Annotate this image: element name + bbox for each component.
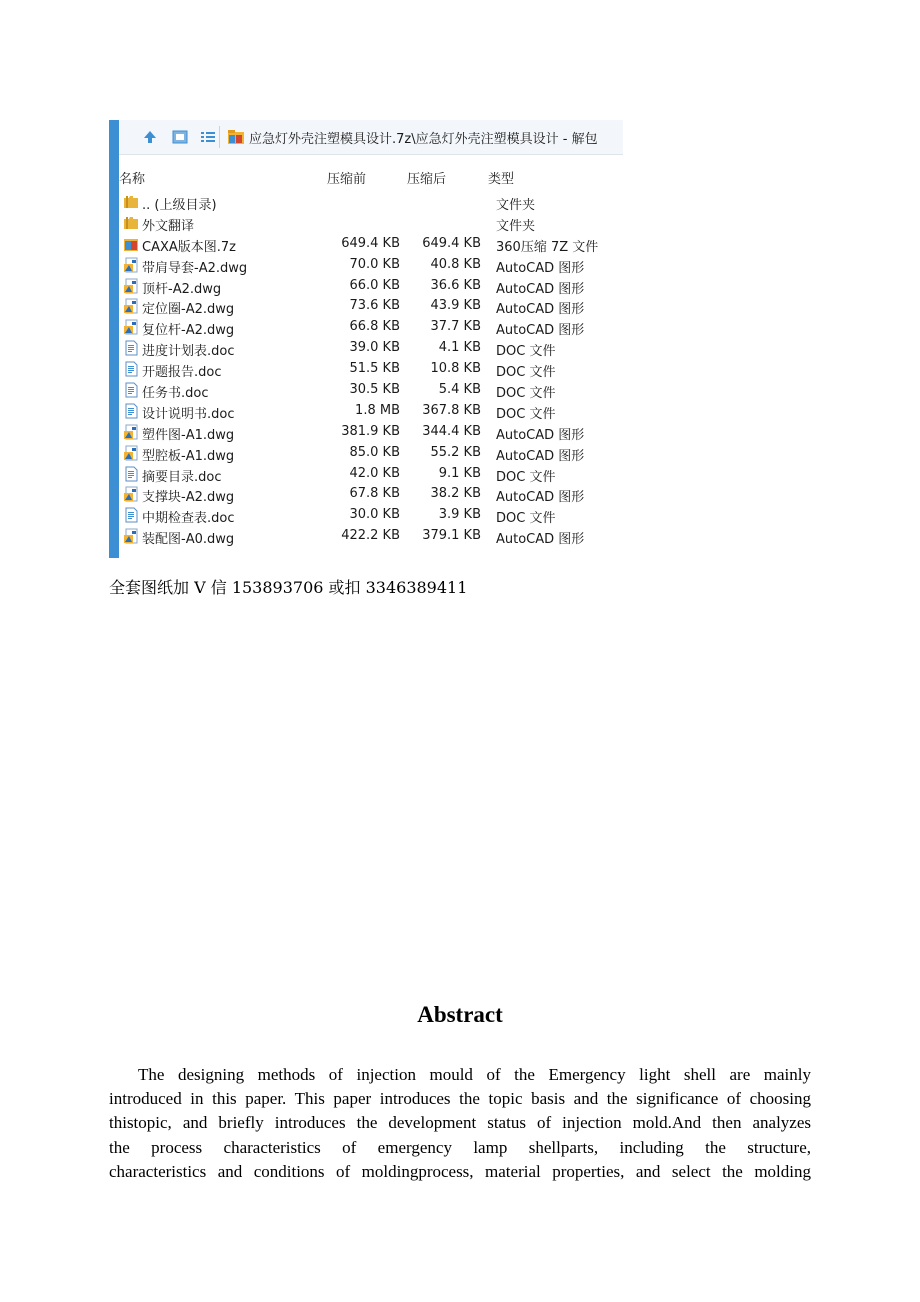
size-after: 38.2 KB: [430, 486, 481, 502]
column-after[interactable]: 压缩后: [407, 172, 447, 187]
file-row[interactable]: [119, 422, 623, 443]
doc-icon: [123, 466, 139, 482]
file-type: DOC 文件: [496, 406, 556, 422]
file-list: [119, 192, 623, 547]
file-row[interactable]: [119, 443, 623, 464]
size-before: 51.5 KB: [349, 361, 400, 377]
file-type: DOC 文件: [496, 386, 556, 402]
column-name[interactable]: 名称: [119, 172, 146, 187]
dwg-icon: [123, 424, 139, 440]
size-before: 381.9 KB: [341, 423, 400, 439]
file-type: AutoCAD 图形: [496, 427, 585, 443]
file-name: CAXA版本图.7z: [142, 239, 236, 255]
file-type: DOC 文件: [496, 344, 556, 360]
abstract-title: Abstract: [417, 1002, 503, 1027]
size-before: 70.0 KB: [349, 256, 400, 272]
size-before: 1.8 MB: [355, 402, 400, 418]
size-before: 30.0 KB: [349, 507, 400, 523]
doc-icon: [123, 507, 139, 523]
size-before: 67.8 KB: [349, 486, 400, 502]
file-row[interactable]: [119, 317, 623, 338]
abstract-body: [109, 1063, 811, 1184]
file-name: 顶杆-A2.dwg: [142, 281, 222, 297]
caption: 全套图纸加 V 信 153893706 或扣 3346389411: [109, 578, 468, 597]
doc-icon: [123, 361, 139, 377]
file-type: AutoCAD 图形: [496, 281, 585, 297]
file-row[interactable]: [119, 505, 623, 526]
file-row[interactable]: [119, 296, 623, 317]
size-after: 344.4 KB: [422, 423, 481, 439]
file-row[interactable]: [119, 484, 623, 505]
size-after: 5.4 KB: [438, 382, 481, 398]
abstract-line: characteristics and conditions of moldingprocess, material properties, and select the molding: [109, 1161, 811, 1181]
size-before: 66.8 KB: [349, 319, 400, 335]
file-row[interactable]: [119, 526, 623, 547]
file-name: 支撑块-A2.dwg: [142, 490, 235, 506]
size-after: 40.8 KB: [430, 256, 481, 272]
toolbar-separator: [219, 126, 220, 148]
doc-icon: [123, 382, 139, 398]
window-edge: [109, 120, 119, 558]
file-row[interactable]: [119, 192, 623, 213]
file-name: 装配图-A0.dwg: [142, 532, 235, 548]
dwg-icon: [123, 278, 139, 294]
doc-icon: [123, 403, 139, 419]
folder-icon: [123, 194, 139, 210]
column-header: [119, 156, 623, 186]
size-before: 73.6 KB: [349, 298, 400, 314]
file-name: 塑件图-A1.dwg: [142, 427, 235, 443]
file-name: 带肩导套-A2.dwg: [142, 260, 248, 276]
size-after: 4.1 KB: [438, 340, 481, 356]
list-view-icon[interactable]: [199, 128, 217, 146]
file-type: AutoCAD 图形: [496, 448, 585, 464]
file-row[interactable]: [119, 276, 623, 297]
file-type: AutoCAD 图形: [496, 260, 585, 276]
column-before[interactable]: 压缩前: [327, 172, 367, 187]
size-after: 367.8 KB: [422, 402, 481, 418]
file-row[interactable]: [119, 338, 623, 359]
dwg-icon: [123, 257, 139, 273]
file-name: 外文翻译: [142, 218, 195, 234]
size-before: 649.4 KB: [341, 235, 400, 251]
dwg-icon: [123, 445, 139, 461]
size-after: 3.9 KB: [438, 507, 481, 523]
up-arrow-icon[interactable]: [141, 128, 159, 146]
file-type: AutoCAD 图形: [496, 302, 585, 318]
file-type: 文件夹: [496, 198, 536, 213]
file-type: 360压缩 7Z 文件: [496, 239, 599, 255]
size-after: 9.1 KB: [438, 465, 481, 481]
dwg-icon: [123, 298, 139, 314]
size-before: 39.0 KB: [349, 340, 400, 356]
archive-icon: [123, 236, 139, 252]
size-before: 85.0 KB: [349, 444, 400, 460]
size-after: 649.4 KB: [422, 235, 481, 251]
file-name: 设计说明书.doc: [142, 406, 235, 422]
size-before: 30.5 KB: [349, 382, 400, 398]
file-name: 开题报告.doc: [142, 365, 222, 381]
view-details-icon[interactable]: [171, 128, 189, 146]
file-type: 文件夹: [496, 218, 536, 234]
abstract-line: thistopic, and briefly introduces the development status of injection mold.And then analyzes: [109, 1113, 811, 1133]
file-name: .. (上级目录): [142, 198, 217, 213]
size-after: 37.7 KB: [430, 319, 481, 335]
dwg-icon: [123, 319, 139, 335]
abstract-line: The designing methods of injection mould of the Emergency light shell are mainly: [138, 1065, 811, 1084]
abstract-line: the process characteristics of emergency lamp shellparts, including the structure,: [109, 1137, 811, 1157]
file-type: AutoCAD 图形: [496, 490, 585, 506]
size-before: 422.2 KB: [341, 528, 400, 544]
size-before: 66.0 KB: [349, 277, 400, 293]
size-after: 379.1 KB: [422, 528, 481, 544]
size-after: 36.6 KB: [430, 277, 481, 293]
column-type[interactable]: 类型: [488, 172, 515, 187]
size-after: 55.2 KB: [430, 444, 481, 460]
doc-icon: [123, 340, 139, 356]
size-before: 42.0 KB: [349, 465, 400, 481]
archive-icon: [227, 129, 245, 145]
file-row[interactable]: [119, 234, 623, 255]
dwg-icon: [123, 528, 139, 544]
file-row[interactable]: [119, 359, 623, 380]
file-type: DOC 文件: [496, 469, 556, 485]
file-type: DOC 文件: [496, 365, 556, 381]
file-name: 摘要目录.doc: [142, 469, 222, 485]
size-after: 10.8 KB: [430, 361, 481, 377]
file-row[interactable]: [119, 255, 623, 276]
file-name: 进度计划表.doc: [142, 344, 235, 360]
dwg-icon: [123, 486, 139, 502]
file-name: 型腔板-A1.dwg: [142, 448, 235, 464]
file-type: AutoCAD 图形: [496, 532, 585, 548]
file-name: 复位杆-A2.dwg: [142, 323, 235, 339]
file-row[interactable]: [119, 401, 623, 422]
file-row[interactable]: [119, 213, 623, 234]
file-row[interactable]: [119, 464, 623, 485]
file-row[interactable]: [119, 380, 623, 401]
abstract-line: introduced in this paper. This paper introduces the topic basis and the significance of choosing: [109, 1089, 811, 1109]
file-name: 任务书.doc: [142, 386, 209, 402]
file-name: 中期检查表.doc: [142, 511, 235, 527]
size-after: 43.9 KB: [430, 298, 481, 314]
file-type: DOC 文件: [496, 511, 556, 527]
folder-icon: [123, 215, 139, 231]
archive-screenshot: [109, 120, 623, 558]
archive-toolbar: [119, 120, 623, 155]
file-name: 定位圈-A2.dwg: [142, 302, 235, 318]
archive-path[interactable]: 应急灯外壳注塑模具设计.7z\应急灯外壳注塑模具设计 - 解包: [249, 132, 598, 147]
file-type: AutoCAD 图形: [496, 323, 585, 339]
